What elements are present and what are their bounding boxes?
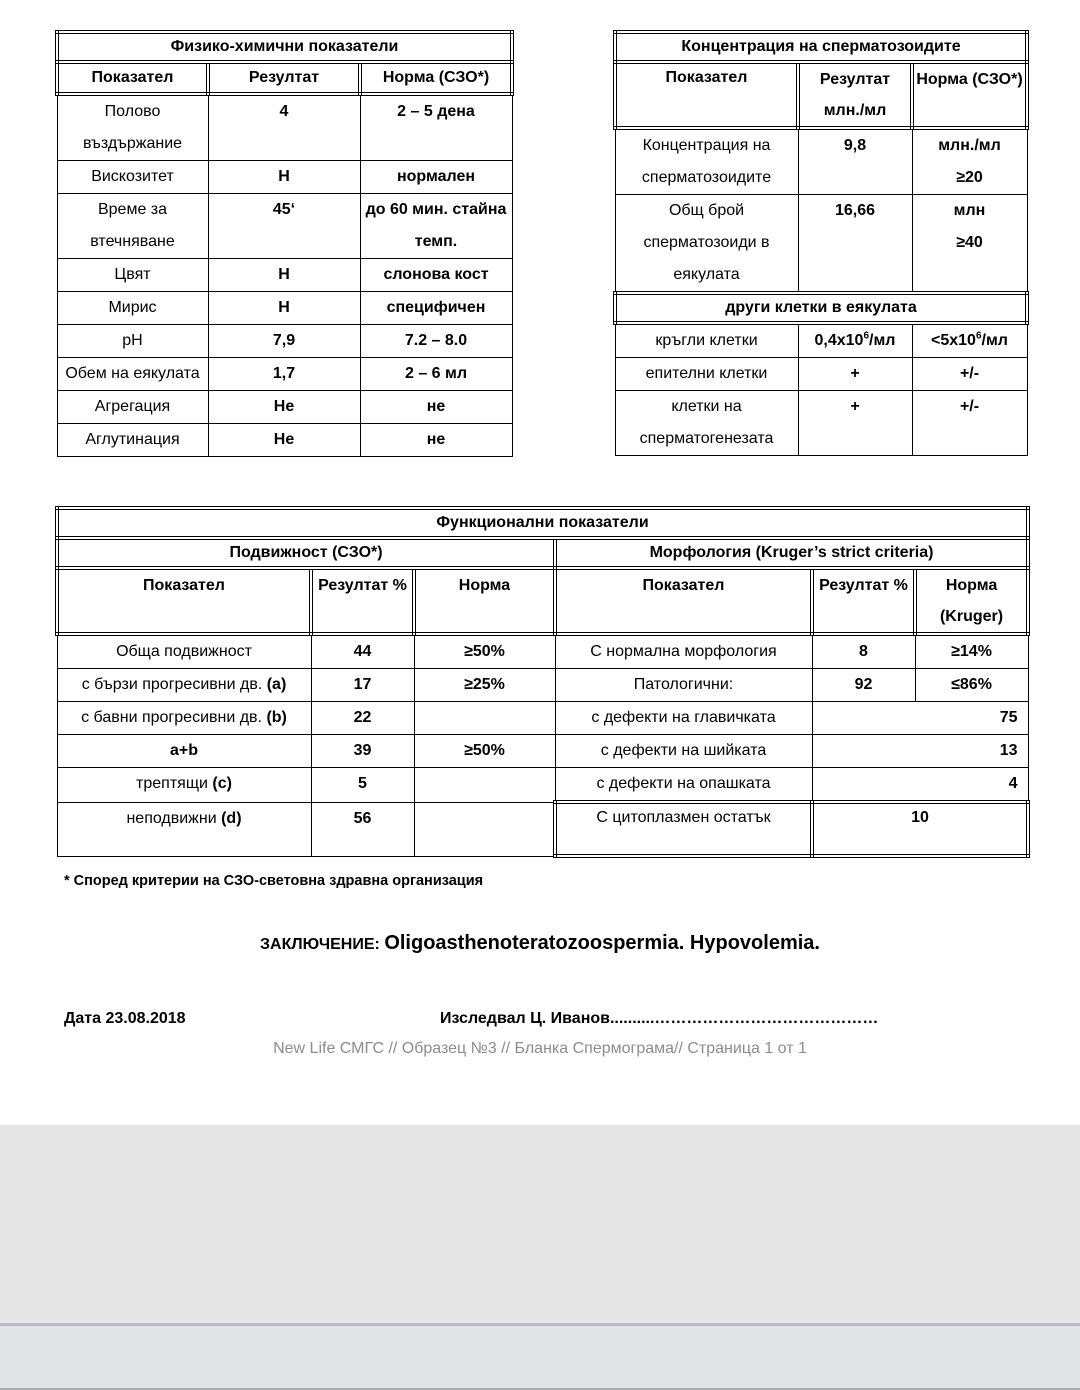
row-norm: +/-: [912, 358, 1027, 391]
col-header: Показател: [57, 62, 208, 94]
morphology-label: С нормална морфология: [555, 634, 812, 669]
examiner-signature: Изследвал Ц. Иванов..........……………………………………: [440, 1010, 879, 1027]
row-label: Вискозитет: [57, 161, 208, 194]
row-label: епителни клетки: [615, 358, 798, 391]
conclusion: [0, 932, 1080, 955]
row-norm: слонова кост: [360, 259, 512, 292]
row-result: Не: [208, 391, 360, 424]
table-row: [57, 669, 1028, 702]
motility-result: 56: [311, 802, 414, 856]
morphology-label: Патологични:: [555, 669, 812, 702]
morphology-label: С цитоплазмен остатък: [555, 802, 812, 856]
row-norm: до 60 мин. стайна темп.: [360, 194, 512, 259]
row-label: клетки на сперматогенезата: [615, 391, 798, 456]
table-row: [57, 259, 512, 292]
morphology-label: с дефекти на опашката: [555, 768, 812, 803]
motility-label: с бързи прогресивни дв. (a): [57, 669, 311, 702]
row-norm: нормален: [360, 161, 512, 194]
row-norm: +/-: [912, 391, 1027, 456]
concentration-table: [613, 30, 1029, 456]
motility-title: Подвижност (СЗО*): [57, 538, 555, 568]
motility-label: неподвижни (d): [57, 802, 311, 856]
morphology-result: 92: [812, 669, 915, 702]
row-result: Н: [208, 259, 360, 292]
row-result: +: [798, 391, 912, 456]
table-row: [57, 735, 1028, 768]
row-result: 1,7: [208, 358, 360, 391]
morphology-result: 13: [812, 735, 1028, 768]
conclusion-value: Oligoasthenoteratozoospermia. Hypovolemia.: [384, 932, 820, 954]
motility-norm: [414, 802, 555, 856]
motility-result: 22: [311, 702, 414, 735]
row-result: 16,66: [798, 195, 912, 294]
physchem-title: Физико-химични показатели: [57, 32, 512, 62]
conclusion-label: ЗАКЛЮЧЕНИЕ:: [260, 936, 385, 953]
motility-result: 17: [311, 669, 414, 702]
row-label: pH: [57, 325, 208, 358]
table-row: [57, 702, 1028, 735]
row-label: Концентрация на сперматозоидите: [615, 128, 798, 195]
table-row: [57, 391, 512, 424]
col-header: Норма (Kruger): [915, 568, 1028, 634]
row-norm: не: [360, 424, 512, 457]
page-footer: New Life СМГС // Образец №3 // Бланка Спермограма// Страница 1 от 1: [273, 1040, 807, 1057]
col-header: Норма (СЗО*): [360, 62, 512, 94]
col-header: Норма (СЗО*): [912, 62, 1027, 128]
table-row: [57, 634, 1028, 669]
table-row: [57, 292, 512, 325]
row-result: Не: [208, 424, 360, 457]
col-header: Резултат %: [812, 568, 915, 634]
row-label: Време за втечняване: [57, 194, 208, 259]
row-label: Полово въздържание: [57, 94, 208, 161]
row-label: Аглутинация: [57, 424, 208, 457]
row-result: +: [798, 358, 912, 391]
morphology-result: 10: [812, 802, 1028, 856]
row-label: кръгли клетки: [615, 323, 798, 358]
motility-norm: [414, 702, 555, 735]
motility-result: 5: [311, 768, 414, 803]
row-norm: 7.2 – 8.0: [360, 325, 512, 358]
motility-label: с бавни прогресивни дв. (b): [57, 702, 311, 735]
row-norm: млн ≥40: [912, 195, 1027, 294]
row-result: 4: [208, 94, 360, 161]
motility-label: a+b: [57, 735, 311, 768]
row-norm: млн./мл ≥20: [912, 128, 1027, 195]
col-header: Резултат %: [311, 568, 414, 634]
morphology-result: 4: [812, 768, 1028, 803]
concentration-title: Концентрация на сперматозоидите: [615, 32, 1027, 62]
row-norm: 2 – 6 мл: [360, 358, 512, 391]
table-row: [57, 194, 512, 259]
motility-norm: ≥50%: [414, 634, 555, 669]
row-label: Обем на еякулата: [57, 358, 208, 391]
table-row: [615, 358, 1027, 391]
row-label: Агрегация: [57, 391, 208, 424]
table-row: [57, 802, 1028, 856]
table-row: [615, 391, 1027, 456]
footnote: * Според критерии на СЗО-световна здравна организация: [64, 873, 484, 889]
physchem-table: [55, 30, 514, 457]
viewer-background: [0, 1125, 1080, 1323]
col-header: Резултат млн./мл: [798, 62, 912, 128]
motility-label: Обща подвижност: [57, 634, 311, 669]
morphology-result: 8: [812, 634, 915, 669]
functional-title: Функционални показатели: [57, 508, 1028, 538]
row-norm: не: [360, 391, 512, 424]
row-label: Цвят: [57, 259, 208, 292]
motility-norm: [414, 768, 555, 803]
morphology-result: 75: [812, 702, 1028, 735]
viewer-bottom-bar: [0, 1323, 1080, 1390]
motility-norm: ≥50%: [414, 735, 555, 768]
table-row: [57, 358, 512, 391]
row-norm: $<5x10^6/мл$: [912, 323, 1027, 358]
table-row: [57, 325, 512, 358]
col-header: Показател: [615, 62, 798, 128]
report-date: Дата 23.08.2018: [64, 1010, 186, 1027]
motility-result: 44: [311, 634, 414, 669]
motility-result: 39: [311, 735, 414, 768]
table-row: [57, 94, 512, 161]
morphology-norm: ≥14%: [915, 634, 1028, 669]
row-result: 7,9: [208, 325, 360, 358]
row-result: 9,8: [798, 128, 912, 195]
morphology-title: Морфология (Kruger’s strict criteria): [555, 538, 1028, 568]
row-result: Н: [208, 161, 360, 194]
functional-table: [55, 506, 1030, 858]
table-row: [615, 195, 1027, 294]
table-row: [615, 128, 1027, 195]
col-header: Показател: [555, 568, 812, 634]
row-result: Н: [208, 292, 360, 325]
row-result: $0,4x10^6/мл$: [798, 323, 912, 358]
col-header: Норма: [414, 568, 555, 634]
table-row: [57, 161, 512, 194]
row-label: Общ брой сперматозоиди в еякулата: [615, 195, 798, 294]
col-header: Показател: [57, 568, 311, 634]
morphology-label: с дефекти на шийката: [555, 735, 812, 768]
table-row: [57, 768, 1028, 803]
row-norm: 2 – 5 дена: [360, 94, 512, 161]
row-norm: специфичен: [360, 292, 512, 325]
motility-label: трептящи (c): [57, 768, 311, 803]
morphology-label: с дефекти на главичката: [555, 702, 812, 735]
motility-norm: ≥25%: [414, 669, 555, 702]
other-cells-title: други клетки в еякулата: [615, 293, 1027, 323]
row-label: Мирис: [57, 292, 208, 325]
table-row: [615, 323, 1027, 358]
row-result: 45‘: [208, 194, 360, 259]
col-header: Резултат: [208, 62, 360, 94]
morphology-norm: ≤86%: [915, 669, 1028, 702]
table-row: [57, 424, 512, 457]
